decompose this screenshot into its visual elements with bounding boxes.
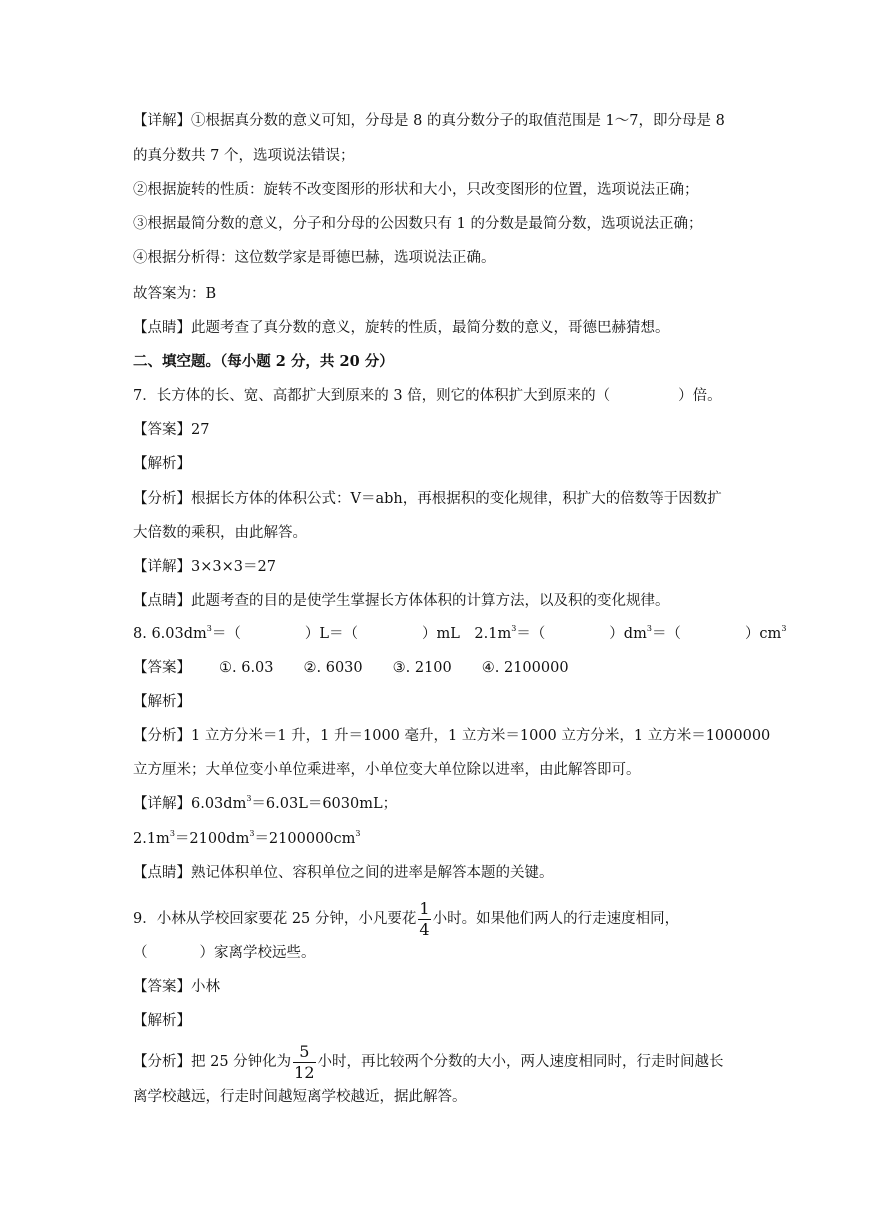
superscript: 3 [169, 829, 175, 838]
analysis-line: 立方厘米；大单位变小单位乘进率，小单位变大单位除以进率，由此解答即可。 [133, 762, 641, 778]
question-stem: ）L＝（ [304, 626, 358, 642]
fraction-numerator: 5 [299, 1041, 310, 1061]
analysis-heading: 【解析】 [133, 1013, 191, 1029]
text-line: ②根据旋转的性质：旋转不改变图形的形状和大小，只改变图形的位置，选项说法正确； [133, 182, 699, 198]
analysis-heading: 【解析】 [133, 456, 191, 472]
question-stem: ＝（ [516, 626, 546, 642]
analysis-line: 离学校越远，行走时间越短离学校越近，据此解答。 [133, 1089, 467, 1105]
question-stem: ＝（ [211, 626, 241, 642]
fraction [418, 898, 430, 939]
superscript: 3 [206, 624, 212, 633]
superscript: 3 [246, 794, 252, 803]
answer-line [133, 658, 569, 678]
text-line: 【点睛】此题考查了真分数的意义，旋转的性质，最简分数的意义，哥德巴赫猜想。 [133, 320, 670, 336]
analysis-heading: 【解析】 [133, 694, 191, 710]
answer-label: 【答案】 [133, 660, 191, 676]
question-stem: 小时。如果他们两人的行走速度相同， [432, 911, 680, 927]
analysis-line: 【分析】1 立方分米＝1 升，1 升＝1000 毫升，1 立方米＝1000 立方分米，1 立方米＝1000000 [133, 728, 771, 744]
question-stem: 9．小林从学校回家要花 25 分钟，小凡要花 [133, 911, 417, 927]
text-line: 的真分数共 7 个，选项说法错误； [133, 148, 355, 164]
analysis-text: 【分析】把 25 分钟化为 [133, 1054, 292, 1070]
detail-text: ＝6.03L＝6030mL； [251, 796, 398, 812]
question-8 [133, 624, 786, 644]
analysis-line: 【分析】根据长方体的体积公式：V＝abh，再根据积的变化规律，积扩大的倍数等于因数扩 [133, 491, 722, 507]
detail-line [133, 829, 360, 849]
answer-line: 【答案】小林 [133, 979, 220, 995]
comment-line: 【点睛】此题考查的目的是使学生掌握长方体体积的计算方法，以及积的变化规律。 [133, 593, 670, 609]
fraction-numerator: 1 [419, 898, 430, 918]
question-stem: ）dm [609, 626, 647, 642]
text-line: 故答案为：B [133, 286, 217, 302]
text-line: 【详解】①根据真分数的意义可知，分母是 8 的真分数分子的取值范围是 1～7，即分母是 8 [133, 113, 725, 129]
answer-item: ②. 6030 [303, 660, 363, 676]
question-stem: ）cm [744, 626, 782, 642]
detail-line: 【详解】3×3×3＝27 [133, 559, 276, 575]
detail-text: ＝2100dm [174, 831, 250, 847]
question-stem: （ [133, 945, 148, 961]
superscript: 3 [511, 624, 517, 633]
detail-text: ＝2100000cm [254, 831, 356, 847]
section-heading: 二、填空题。（每小题 2 分，共 20 分） [133, 353, 394, 370]
question-7 [133, 386, 722, 406]
analysis-line [133, 1039, 724, 1085]
answer-item: ①. 6.03 [219, 660, 274, 676]
text-line: ③根据最简分数的意义，分子和分母的公因数只有 1 的分数是最简分数，选项说法正确； [133, 216, 703, 232]
question-9-cont [133, 943, 316, 963]
answer-item: ④. 2100000 [481, 660, 569, 676]
analysis-text: 小时，再比较两个分数的大小，两人速度相同时，行走时间越长 [317, 1054, 724, 1070]
question-9 [133, 896, 679, 942]
answer-line: 【答案】27 [133, 422, 210, 438]
question-stem: ）mL 2.1m [422, 626, 512, 642]
question-stem: ）倍。 [678, 388, 722, 404]
detail-text: 2.1m [133, 831, 170, 847]
superscript: 3 [249, 829, 255, 838]
detail-line [133, 794, 397, 814]
fraction-denominator: 4 [419, 919, 430, 939]
superscript: 3 [781, 624, 787, 633]
text-line: ④根据分析得：这位数学家是哥德巴赫，选项说法正确。 [133, 250, 496, 266]
detail-text: 【详解】6.03dm [133, 796, 247, 812]
question-stem: 8. 6.03dm [133, 626, 207, 642]
question-stem: ）家离学校远些。 [199, 945, 316, 961]
fraction-denominator: 12 [294, 1062, 315, 1082]
superscript: 3 [646, 624, 652, 633]
question-stem: ＝（ [651, 626, 681, 642]
superscript: 3 [355, 829, 361, 838]
comment-line: 【点睛】熟记体积单位、容积单位之间的进率是解答本题的关键。 [133, 865, 554, 881]
analysis-line: 大倍数的乘积，由此解答。 [133, 525, 307, 541]
answer-item: ③. 2100 [392, 660, 452, 676]
question-stem: 7．长方体的长、宽、高都扩大到原来的 3 倍，则它的体积扩大到原来的（ [133, 388, 611, 404]
fraction [293, 1041, 315, 1082]
